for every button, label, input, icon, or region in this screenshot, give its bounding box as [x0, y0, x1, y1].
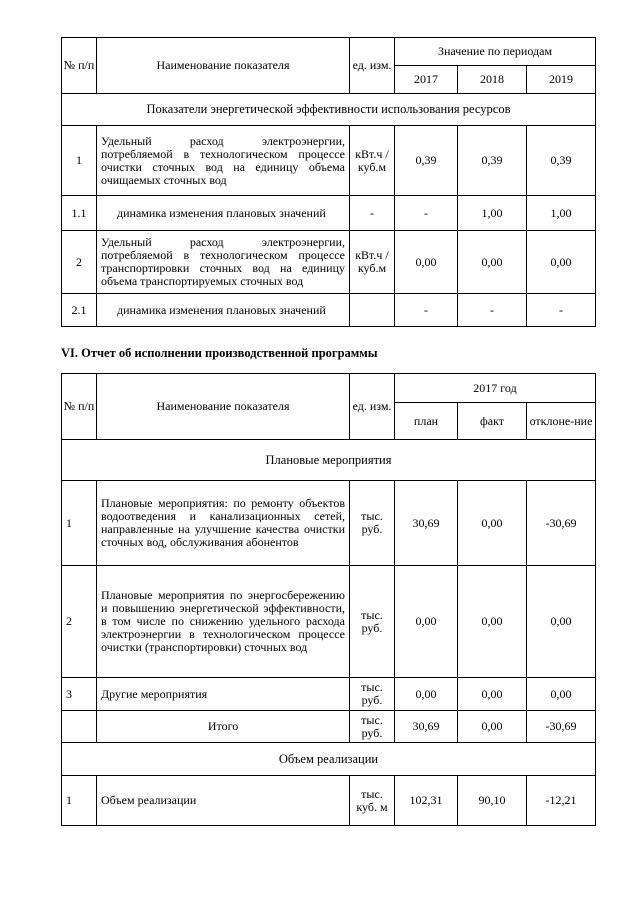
row-value: - — [395, 196, 458, 231]
row-value: - — [458, 294, 527, 327]
row-name: динамика изменения плановых значений — [97, 294, 350, 327]
row-value: 0,00 — [527, 231, 596, 294]
row-name: Объем реализации — [97, 776, 350, 826]
header-unit: ед. изм. — [350, 374, 395, 440]
row-plan: 0,00 — [395, 678, 458, 711]
total-row — [62, 711, 596, 743]
total-label: Итого — [97, 711, 350, 743]
table-row — [62, 126, 596, 196]
row-num: 3 — [62, 678, 97, 711]
row-deviation: -30,69 — [527, 481, 596, 566]
row-num: 1 — [62, 776, 97, 826]
section-title: Объем реализации — [62, 743, 596, 776]
row-num: 2 — [62, 231, 97, 294]
row-unit: тыс. руб. — [350, 711, 395, 743]
header-year: 2017 год — [395, 374, 596, 403]
table-row — [62, 776, 596, 826]
header-name: Наименование показателя — [97, 38, 350, 94]
header-num: № п/п — [62, 374, 97, 440]
row-plan: 30,69 — [395, 481, 458, 566]
row-value: 0,39 — [458, 126, 527, 196]
row-name: Плановые мероприятия по энергосбережению и повышению энергетической эффективности, в том числе по снижению удельного расхода электроэнергии в технологическом процессе очистки (транспортировки) сточных вод — [97, 566, 350, 678]
row-unit — [350, 294, 395, 327]
row-fact: 0,00 — [458, 566, 527, 678]
header-year: 2019 — [527, 66, 596, 94]
row-fact: 90,10 — [458, 776, 527, 826]
section-title: Показатели энергетической эффективности использования ресурсов — [62, 94, 596, 126]
row-fact: 0,00 — [458, 711, 527, 743]
header-deviation: отклоне-ние — [527, 403, 596, 440]
row-value: 1,00 — [458, 196, 527, 231]
header-year: 2017 — [395, 66, 458, 94]
energy-efficiency-table — [61, 37, 596, 327]
header-name: Наименование показателя — [97, 374, 350, 440]
header-plan: план — [395, 403, 458, 440]
header-periods: Значение по периодам — [395, 38, 596, 66]
row-name: Другие мероприятия — [97, 678, 350, 711]
table-row — [62, 231, 596, 294]
table-row — [62, 566, 596, 678]
row-name: Удельный расход электроэнергии, потребляемой в технологическом процессе очистки сточных вод на единицу объема очищаемых сточных вод — [97, 126, 350, 196]
row-plan: 102,31 — [395, 776, 458, 826]
row-unit: кВт.ч / куб.м — [350, 126, 395, 196]
row-value: 0,39 — [527, 126, 596, 196]
row-num: 2.1 — [62, 294, 97, 327]
header-num: № п/п — [62, 38, 97, 94]
section-title: Плановые мероприятия — [62, 440, 596, 481]
row-value: 0,00 — [395, 231, 458, 294]
header-fact: факт — [458, 403, 527, 440]
row-value: 0,00 — [458, 231, 527, 294]
row-deviation: -30,69 — [527, 711, 596, 743]
table-row — [62, 294, 596, 327]
row-unit: тыс. руб. — [350, 481, 395, 566]
row-value: - — [527, 294, 596, 327]
row-fact: 0,00 — [458, 481, 527, 566]
row-value: 1,00 — [527, 196, 596, 231]
row-num: 2 — [62, 566, 97, 678]
row-deviation: 0,00 — [527, 678, 596, 711]
table-row — [62, 196, 596, 231]
row-name: динамика изменения плановых значений — [97, 196, 350, 231]
row-num: 1.1 — [62, 196, 97, 231]
row-value: - — [395, 294, 458, 327]
row-name: Плановые мероприятия: по ремонту объектов водоотведения и канализационных сетей, направленные на улучшение качества очистки сточных вод, обслуживания абонентов — [97, 481, 350, 566]
row-fact: 0,00 — [458, 678, 527, 711]
row-unit: - — [350, 196, 395, 231]
row-unit: тыс. руб. — [350, 566, 395, 678]
production-program-table — [61, 373, 596, 826]
table-row — [62, 678, 596, 711]
row-unit: тыс. руб. — [350, 678, 395, 711]
row-plan: 0,00 — [395, 566, 458, 678]
row-deviation: 0,00 — [527, 566, 596, 678]
row-name: Удельный расход электроэнергии, потребляемой в технологическом процессе транспортировки сточных вод на единицу объема транспортируемых сточных вод — [97, 231, 350, 294]
row-num — [62, 711, 97, 743]
row-value: 0,39 — [395, 126, 458, 196]
row-num: 1 — [62, 481, 97, 566]
row-unit: тыс. куб. м — [350, 776, 395, 826]
row-plan: 30,69 — [395, 711, 458, 743]
table-row — [62, 481, 596, 566]
row-unit: кВт.ч / куб.м — [350, 231, 395, 294]
header-unit: ед. изм. — [350, 38, 395, 94]
section-heading: VI. Отчет об исполнении производственной программы — [61, 346, 378, 360]
row-deviation: -12,21 — [527, 776, 596, 826]
row-num: 1 — [62, 126, 97, 196]
header-year: 2018 — [458, 66, 527, 94]
